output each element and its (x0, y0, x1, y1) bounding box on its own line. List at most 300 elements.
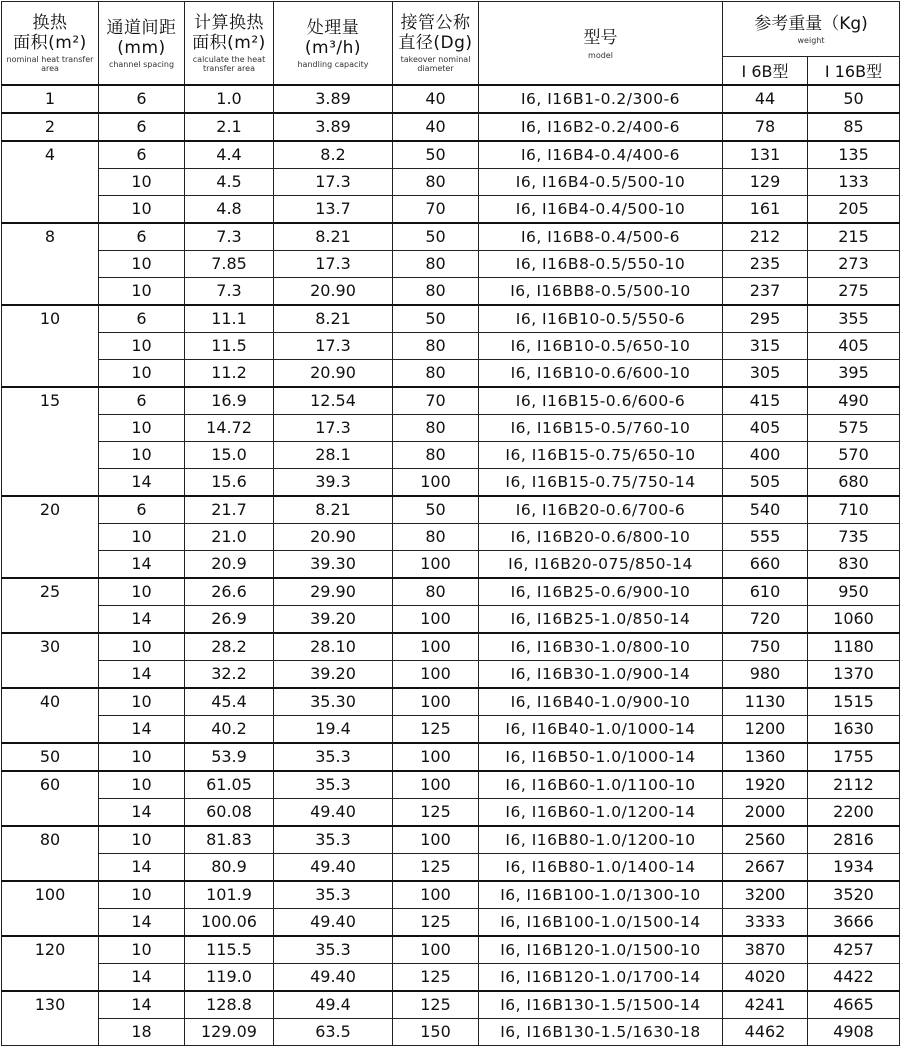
cell-calc-area: 101.9 (185, 881, 274, 909)
cell-diameter: 100 (393, 936, 479, 964)
cell-weight-6b: 78 (723, 113, 808, 141)
cell-diameter: 100 (393, 606, 479, 634)
table-row (2, 141, 900, 169)
header-weight-en: weight (797, 35, 825, 45)
cell-diameter: 80 (393, 360, 479, 388)
table-row (2, 771, 900, 799)
cell-capacity: 17.3 (274, 251, 393, 278)
cell-weight-16b: 215 (808, 223, 900, 251)
cell-area: 4 (2, 141, 99, 223)
table-row (2, 936, 900, 964)
cell-spacing: 14 (99, 991, 185, 1019)
cell-diameter: 100 (393, 826, 479, 854)
cell-model: Ⅰ6, Ⅰ16B4-0.5/500-10 (479, 169, 723, 196)
cell-diameter: 80 (393, 278, 479, 306)
cell-area: 25 (2, 578, 99, 633)
table-row (2, 606, 900, 634)
cell-spacing: 10 (99, 524, 185, 551)
cell-diameter: 100 (393, 551, 479, 579)
table-row (2, 113, 900, 141)
cell-capacity: 35.3 (274, 771, 393, 799)
table-row (2, 688, 900, 716)
cell-calc-area: 119.0 (185, 964, 274, 992)
cell-calc-area: 7.3 (185, 278, 274, 306)
cell-area: 2 (2, 113, 99, 141)
table-row (2, 1019, 900, 1046)
cell-capacity: 20.90 (274, 360, 393, 388)
cell-area: 8 (2, 223, 99, 305)
cell-diameter: 70 (393, 196, 479, 224)
cell-weight-6b: 295 (723, 305, 808, 333)
cell-calc-area: 26.6 (185, 578, 274, 606)
table-body (2, 85, 900, 1046)
cell-calc-area: 32.2 (185, 661, 274, 689)
cell-capacity: 39.20 (274, 661, 393, 689)
cell-model: Ⅰ6, Ⅰ16B40-1.0/900-10 (479, 688, 723, 716)
cell-diameter: 80 (393, 415, 479, 442)
cell-calc-area: 128.8 (185, 991, 274, 1019)
cell-weight-16b: 680 (808, 469, 900, 497)
cell-model: Ⅰ6, Ⅰ16B8-0.4/500-6 (479, 223, 723, 251)
cell-spacing: 10 (99, 578, 185, 606)
cell-weight-6b: 1920 (723, 771, 808, 799)
cell-area: 1 (2, 85, 99, 113)
cell-diameter: 40 (393, 85, 479, 113)
cell-model: Ⅰ6, Ⅰ16B50-1.0/1000-14 (479, 743, 723, 771)
cell-spacing: 10 (99, 936, 185, 964)
cell-capacity: 35.30 (274, 688, 393, 716)
cell-spacing: 18 (99, 1019, 185, 1046)
cell-spacing: 6 (99, 141, 185, 169)
header-spacing-cn: 通道间距 (mm) (106, 17, 177, 58)
table-row (2, 85, 900, 113)
cell-weight-16b: 273 (808, 251, 900, 278)
cell-area: 40 (2, 688, 99, 743)
cell-weight-16b: 3520 (808, 881, 900, 909)
cell-weight-16b: 1755 (808, 743, 900, 771)
cell-weight-6b: 2000 (723, 799, 808, 827)
cell-spacing: 10 (99, 251, 185, 278)
cell-weight-6b: 161 (723, 196, 808, 224)
cell-calc-area: 7.85 (185, 251, 274, 278)
cell-weight-6b: 415 (723, 387, 808, 415)
cell-diameter: 50 (393, 223, 479, 251)
cell-calc-area: 1.0 (185, 85, 274, 113)
cell-diameter: 125 (393, 854, 479, 882)
spec-table (1, 1, 900, 1046)
cell-spacing: 14 (99, 469, 185, 497)
cell-weight-16b: 575 (808, 415, 900, 442)
cell-model: Ⅰ6, Ⅰ16B60-1.0/1100-10 (479, 771, 723, 799)
header-diameter-en: takeover nominal diameter (400, 55, 471, 73)
cell-diameter: 125 (393, 799, 479, 827)
table-row (2, 496, 900, 524)
table-row (2, 964, 900, 992)
cell-capacity: 29.90 (274, 578, 393, 606)
header-weight-16b: Ⅰ 16B型 (808, 57, 900, 86)
cell-weight-16b: 1060 (808, 606, 900, 634)
cell-calc-area: 21.0 (185, 524, 274, 551)
cell-spacing: 14 (99, 716, 185, 744)
cell-calc-area: 60.08 (185, 799, 274, 827)
cell-capacity: 3.89 (274, 113, 393, 141)
cell-area: 50 (2, 743, 99, 771)
cell-model: Ⅰ6, Ⅰ16B100-1.0/1300-10 (479, 881, 723, 909)
table-row (2, 991, 900, 1019)
cell-model: Ⅰ6, Ⅰ16B60-1.0/1200-14 (479, 799, 723, 827)
cell-weight-6b: 400 (723, 442, 808, 469)
cell-weight-16b: 3666 (808, 909, 900, 937)
table-row (2, 278, 900, 306)
cell-weight-6b: 131 (723, 141, 808, 169)
cell-model: Ⅰ6, Ⅰ16B4-0.4/400-6 (479, 141, 723, 169)
cell-model: Ⅰ6, Ⅰ16B15-0.5/760-10 (479, 415, 723, 442)
cell-weight-16b: 1370 (808, 661, 900, 689)
cell-weight-16b: 135 (808, 141, 900, 169)
cell-weight-6b: 750 (723, 633, 808, 661)
table-row (2, 661, 900, 689)
cell-diameter: 100 (393, 771, 479, 799)
cell-weight-6b: 315 (723, 333, 808, 360)
cell-diameter: 50 (393, 141, 479, 169)
cell-weight-6b: 555 (723, 524, 808, 551)
cell-capacity: 8.2 (274, 141, 393, 169)
cell-spacing: 6 (99, 496, 185, 524)
cell-diameter: 100 (393, 688, 479, 716)
cell-capacity: 3.89 (274, 85, 393, 113)
cell-model: Ⅰ6, Ⅰ16B25-0.6/900-10 (479, 578, 723, 606)
cell-weight-6b: 720 (723, 606, 808, 634)
cell-weight-6b: 505 (723, 469, 808, 497)
cell-weight-16b: 2112 (808, 771, 900, 799)
cell-calc-area: 11.1 (185, 305, 274, 333)
cell-weight-16b: 2200 (808, 799, 900, 827)
cell-model: Ⅰ6, Ⅰ16B80-1.0/1200-10 (479, 826, 723, 854)
cell-calc-area: 53.9 (185, 743, 274, 771)
cell-weight-6b: 212 (723, 223, 808, 251)
cell-weight-6b: 44 (723, 85, 808, 113)
cell-calc-area: 15.6 (185, 469, 274, 497)
cell-weight-16b: 4257 (808, 936, 900, 964)
table-row (2, 442, 900, 469)
cell-weight-6b: 4241 (723, 991, 808, 1019)
cell-weight-16b: 950 (808, 578, 900, 606)
cell-spacing: 10 (99, 333, 185, 360)
cell-diameter: 40 (393, 113, 479, 141)
cell-diameter: 100 (393, 881, 479, 909)
cell-weight-16b: 4908 (808, 1019, 900, 1046)
cell-spacing: 10 (99, 415, 185, 442)
header-weight-cn: 参考重量（Kg) (754, 13, 868, 34)
cell-diameter: 125 (393, 991, 479, 1019)
cell-weight-6b: 2560 (723, 826, 808, 854)
cell-weight-6b: 129 (723, 169, 808, 196)
cell-diameter: 80 (393, 251, 479, 278)
table-row (2, 415, 900, 442)
cell-model: Ⅰ6, Ⅰ16B2-0.2/400-6 (479, 113, 723, 141)
cell-area: 10 (2, 305, 99, 387)
cell-model: Ⅰ6, Ⅰ16B80-1.0/1400-14 (479, 854, 723, 882)
cell-model: Ⅰ6, Ⅰ16B25-1.0/850-14 (479, 606, 723, 634)
cell-diameter: 80 (393, 578, 479, 606)
cell-weight-6b: 3200 (723, 881, 808, 909)
cell-spacing: 10 (99, 688, 185, 716)
cell-model: Ⅰ6, Ⅰ16B15-0.75/650-10 (479, 442, 723, 469)
cell-spacing: 10 (99, 442, 185, 469)
cell-weight-6b: 405 (723, 415, 808, 442)
cell-weight-6b: 305 (723, 360, 808, 388)
header-calc-area-en: calculate the heat transfer area (192, 55, 266, 73)
cell-spacing: 10 (99, 826, 185, 854)
cell-model: Ⅰ6, Ⅰ16B15-0.6/600-6 (479, 387, 723, 415)
cell-calc-area: 45.4 (185, 688, 274, 716)
cell-weight-6b: 237 (723, 278, 808, 306)
table-row (2, 881, 900, 909)
cell-capacity: 39.20 (274, 606, 393, 634)
cell-diameter: 100 (393, 633, 479, 661)
header-model-en: model (588, 50, 613, 60)
cell-model: Ⅰ6, Ⅰ16B4-0.4/500-10 (479, 196, 723, 224)
cell-capacity: 63.5 (274, 1019, 393, 1046)
header-spacing-en: channel spacing (108, 59, 175, 69)
cell-capacity: 17.3 (274, 333, 393, 360)
cell-calc-area: 7.3 (185, 223, 274, 251)
cell-weight-16b: 205 (808, 196, 900, 224)
cell-weight-16b: 4422 (808, 964, 900, 992)
cell-capacity: 49.4 (274, 991, 393, 1019)
cell-capacity: 35.3 (274, 936, 393, 964)
table-row (2, 305, 900, 333)
table-row (2, 251, 900, 278)
cell-model: Ⅰ6, Ⅰ16B20-0.6/800-10 (479, 524, 723, 551)
cell-model: Ⅰ6, Ⅰ16B8-0.5/550-10 (479, 251, 723, 278)
table-row (2, 360, 900, 388)
table-row (2, 578, 900, 606)
cell-calc-area: 4.4 (185, 141, 274, 169)
table-row (2, 387, 900, 415)
table-row (2, 826, 900, 854)
cell-spacing: 10 (99, 633, 185, 661)
cell-weight-6b: 235 (723, 251, 808, 278)
cell-weight-16b: 85 (808, 113, 900, 141)
cell-model: Ⅰ6, Ⅰ16B130-1.5/1630-18 (479, 1019, 723, 1046)
header-model (479, 2, 723, 86)
cell-model: Ⅰ6, Ⅰ16B20-075/850-14 (479, 551, 723, 579)
cell-weight-6b: 4020 (723, 964, 808, 992)
header-calc-area-cn: 计算换热 面积(m²) (192, 13, 266, 53)
cell-capacity: 13.7 (274, 196, 393, 224)
cell-spacing: 6 (99, 305, 185, 333)
cell-diameter: 70 (393, 387, 479, 415)
cell-diameter: 100 (393, 469, 479, 497)
cell-model: Ⅰ6, Ⅰ16B1-0.2/300-6 (479, 85, 723, 113)
cell-weight-16b: 830 (808, 551, 900, 579)
cell-calc-area: 61.05 (185, 771, 274, 799)
cell-calc-area: 11.2 (185, 360, 274, 388)
cell-model: Ⅰ6, Ⅰ16B120-1.0/1500-10 (479, 936, 723, 964)
cell-area: 120 (2, 936, 99, 991)
header-model-cn: 型号 (583, 27, 618, 48)
table-row (2, 551, 900, 579)
cell-weight-16b: 405 (808, 333, 900, 360)
cell-diameter: 50 (393, 305, 479, 333)
cell-capacity: 35.3 (274, 881, 393, 909)
cell-spacing: 10 (99, 196, 185, 224)
cell-diameter: 80 (393, 169, 479, 196)
cell-area: 20 (2, 496, 99, 578)
cell-spacing: 14 (99, 551, 185, 579)
cell-spacing: 14 (99, 661, 185, 689)
header-weight-6b: Ⅰ 6B型 (723, 57, 808, 86)
table-row (2, 743, 900, 771)
cell-capacity: 20.90 (274, 278, 393, 306)
cell-calc-area: 40.2 (185, 716, 274, 744)
cell-weight-16b: 2816 (808, 826, 900, 854)
cell-capacity: 28.1 (274, 442, 393, 469)
cell-capacity: 35.3 (274, 826, 393, 854)
header-capacity (274, 2, 393, 86)
cell-model: Ⅰ6, Ⅰ16BB8-0.5/500-10 (479, 278, 723, 306)
cell-area: 100 (2, 881, 99, 936)
cell-diameter: 125 (393, 716, 479, 744)
cell-area: 80 (2, 826, 99, 881)
cell-calc-area: 115.5 (185, 936, 274, 964)
cell-calc-area: 16.9 (185, 387, 274, 415)
header-area-cn: 换热 面积(m²) (13, 13, 87, 53)
cell-model: Ⅰ6, Ⅰ16B10-0.6/600-10 (479, 360, 723, 388)
table-row (2, 799, 900, 827)
cell-calc-area: 2.1 (185, 113, 274, 141)
cell-weight-6b: 980 (723, 661, 808, 689)
cell-spacing: 14 (99, 964, 185, 992)
cell-weight-6b: 4462 (723, 1019, 808, 1046)
cell-weight-16b: 50 (808, 85, 900, 113)
cell-spacing: 6 (99, 223, 185, 251)
header-calc-area (185, 2, 274, 86)
header-diameter-cn: 接管公称 直径(Dg) (398, 13, 473, 53)
cell-weight-6b: 3870 (723, 936, 808, 964)
cell-calc-area: 129.09 (185, 1019, 274, 1046)
cell-spacing: 10 (99, 881, 185, 909)
cell-weight-16b: 710 (808, 496, 900, 524)
cell-spacing: 14 (99, 606, 185, 634)
header-diameter (393, 2, 479, 86)
cell-spacing: 6 (99, 85, 185, 113)
cell-diameter: 150 (393, 1019, 479, 1046)
table-row (2, 469, 900, 497)
cell-capacity: 8.21 (274, 223, 393, 251)
cell-area: 30 (2, 633, 99, 688)
cell-weight-16b: 4665 (808, 991, 900, 1019)
table-row (2, 196, 900, 224)
cell-weight-16b: 355 (808, 305, 900, 333)
cell-diameter: 100 (393, 661, 479, 689)
cell-model: Ⅰ6, Ⅰ16B40-1.0/1000-14 (479, 716, 723, 744)
cell-weight-6b: 660 (723, 551, 808, 579)
header-area (2, 2, 99, 86)
cell-weight-6b: 1360 (723, 743, 808, 771)
cell-model: Ⅰ6, Ⅰ16B100-1.0/1500-14 (479, 909, 723, 937)
cell-model: Ⅰ6, Ⅰ16B20-0.6/700-6 (479, 496, 723, 524)
cell-capacity: 8.21 (274, 305, 393, 333)
table-row (2, 633, 900, 661)
cell-weight-16b: 570 (808, 442, 900, 469)
cell-weight-6b: 2667 (723, 854, 808, 882)
cell-model: Ⅰ6, Ⅰ16B10-0.5/650-10 (479, 333, 723, 360)
cell-calc-area: 4.5 (185, 169, 274, 196)
cell-spacing: 14 (99, 799, 185, 827)
cell-calc-area: 4.8 (185, 196, 274, 224)
cell-weight-16b: 275 (808, 278, 900, 306)
cell-calc-area: 20.9 (185, 551, 274, 579)
header-capacity-cn: 处理量 (m³/h) (304, 17, 362, 58)
cell-weight-6b: 540 (723, 496, 808, 524)
cell-calc-area: 80.9 (185, 854, 274, 882)
cell-weight-16b: 1180 (808, 633, 900, 661)
cell-diameter: 125 (393, 964, 479, 992)
table-row (2, 169, 900, 196)
cell-calc-area: 21.7 (185, 496, 274, 524)
cell-capacity: 49.40 (274, 909, 393, 937)
cell-weight-6b: 3333 (723, 909, 808, 937)
cell-diameter: 50 (393, 496, 479, 524)
cell-calc-area: 14.72 (185, 415, 274, 442)
cell-model: Ⅰ6, Ⅰ16B30-1.0/900-14 (479, 661, 723, 689)
table-row (2, 909, 900, 937)
cell-model: Ⅰ6, Ⅰ16B10-0.5/550-6 (479, 305, 723, 333)
table-header (2, 2, 900, 86)
cell-spacing: 6 (99, 113, 185, 141)
cell-model: Ⅰ6, Ⅰ16B120-1.0/1700-14 (479, 964, 723, 992)
cell-weight-16b: 1515 (808, 688, 900, 716)
table-row (2, 716, 900, 744)
cell-diameter: 100 (393, 743, 479, 771)
cell-area: 15 (2, 387, 99, 496)
cell-model: Ⅰ6, Ⅰ16B15-0.75/750-14 (479, 469, 723, 497)
cell-capacity: 8.21 (274, 496, 393, 524)
cell-capacity: 49.40 (274, 964, 393, 992)
cell-spacing: 14 (99, 854, 185, 882)
cell-weight-6b: 1200 (723, 716, 808, 744)
cell-capacity: 39.3 (274, 469, 393, 497)
cell-capacity: 39.30 (274, 551, 393, 579)
cell-spacing: 10 (99, 278, 185, 306)
cell-capacity: 19.4 (274, 716, 393, 744)
cell-calc-area: 11.5 (185, 333, 274, 360)
header-spacing (99, 2, 185, 86)
cell-weight-6b: 610 (723, 578, 808, 606)
cell-spacing: 10 (99, 771, 185, 799)
cell-diameter: 125 (393, 909, 479, 937)
cell-capacity: 28.10 (274, 633, 393, 661)
cell-weight-16b: 735 (808, 524, 900, 551)
cell-capacity: 17.3 (274, 169, 393, 196)
cell-capacity: 35.3 (274, 743, 393, 771)
cell-spacing: 14 (99, 909, 185, 937)
cell-diameter: 80 (393, 524, 479, 551)
cell-area: 130 (2, 991, 99, 1046)
cell-model: Ⅰ6, Ⅰ16B30-1.0/800-10 (479, 633, 723, 661)
cell-weight-16b: 1934 (808, 854, 900, 882)
cell-capacity: 49.40 (274, 854, 393, 882)
cell-calc-area: 28.2 (185, 633, 274, 661)
cell-calc-area: 100.06 (185, 909, 274, 937)
header-area-en: nominal heat transfer area (6, 55, 94, 73)
cell-weight-16b: 1630 (808, 716, 900, 744)
cell-capacity: 17.3 (274, 415, 393, 442)
cell-calc-area: 15.0 (185, 442, 274, 469)
cell-diameter: 80 (393, 333, 479, 360)
